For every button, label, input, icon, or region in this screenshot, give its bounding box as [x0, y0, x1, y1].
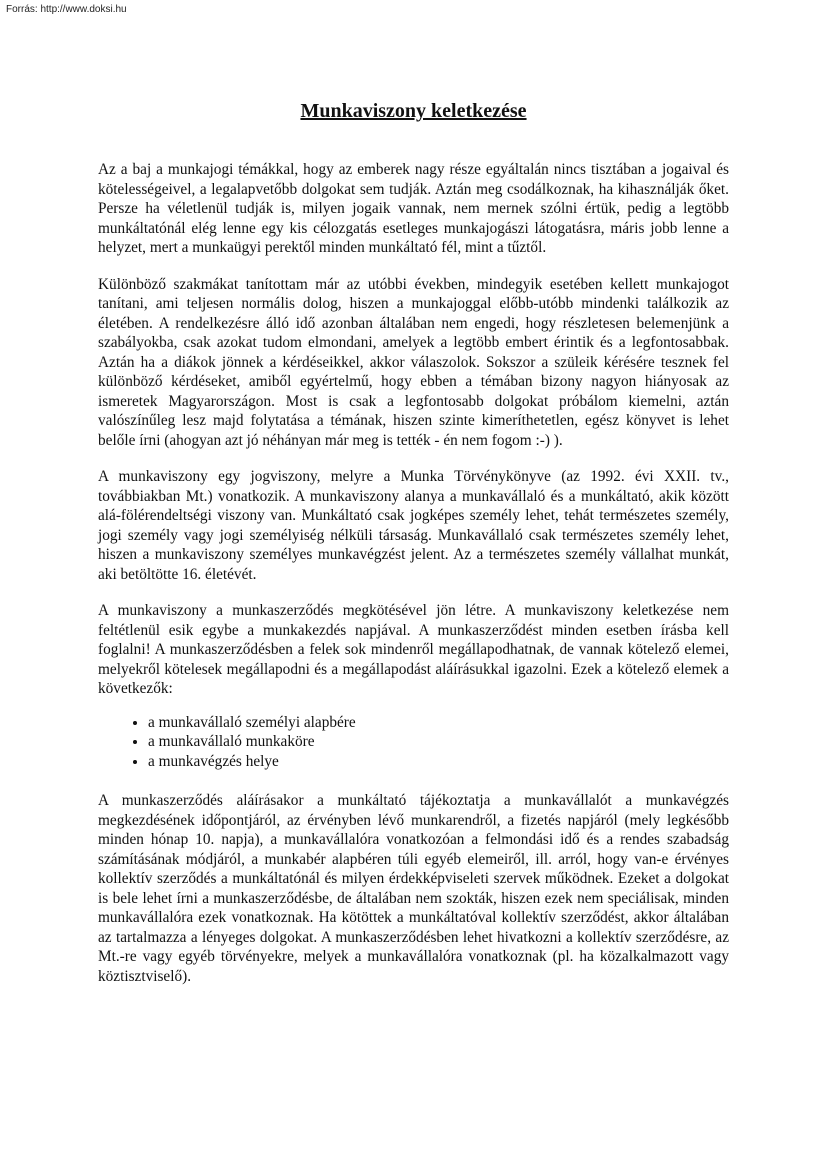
paragraph-teaching: Különböző szakmákat tanítottam már az utóbbi években, mindegyik esetében kellett munkajogot tanítani, ami teljesen normális dolog, hiszen a munkajoggal előbb-utóbb mindenki találkozik az életében. A rendelkezésre álló idő azonban általában nem engedi, hogy részletesen belemenjünk a szabályokba, csak azokat tudom elmondani, amelyek a legtöbb embert érintik és a legfontosabbak. Aztán ha a diákok jönnek a kérdéseikkel, akkor válaszolok. Sokszor a szüleik kérésére tesznek fel különböző kérdéseket, amiből egyértelmű, hogy ebben a témában bizony nagyon hiányosak az ismeretek Magyarországon. Most is csak a legfontosabb dolgokat próbálom kiemelni, aztán valószínűleg lesz majd folytatása a témának, hiszen szinte kimeríthetetlen, egész könyvet is lehet belőle írni (ahogyan azt jó néhányan már meg is tették - én nem fogom :-) ). [98, 275, 729, 449]
page-title: Munkaviszony keletkezése [300, 100, 527, 122]
mandatory-elements-list [98, 713, 729, 772]
paragraph-intro: Az a baj a munkajogi témákkal, hogy az emberek nagy része egyáltalán nincs tisztában a jogaival és kötelességeivel, a legalapvetőbb dolgokat sem tudják. Aztán meg csodálkoznak, ha kihasználják őket. Persze ha véletlenül tudják is, milyen jogaik vannak, nem mernek szólni értük, pedig a legtöbb munkáltatónál elég lenne egy kis célozgatás esetleges munkajogászi látogatásra, máris jobb lenne a helyzet, mert a munkaügyi perektől minden munkáltató fél, mint a tűztől. [98, 161, 729, 256]
list-item: • a munkavállaló személyi alapbére [148, 713, 729, 733]
paragraph-contract: A munkaviszony a munkaszerződés megkötésével jön létre. A munkaviszony keletkezése nem feltétlenül esik egybe a munkakezdés napjával. A munkaszerződést minden esetben írásba kell foglalni! A munkaszerződésben a felek sok mindenről megállapodhatnak, de vannak kötelező elemei, melyekről kötelesek megállapodni és a megállapodást aláírásukkal igazolni. Ezek a kötelező elemek a következők: [98, 602, 729, 697]
list-item: • a munkavégzés helye [148, 752, 729, 772]
paragraph-definition: A munkaviszony egy jogviszony, melyre a Munka Törvénykönyve (az 1992. évi XXII. tv., továbbiakban Mt.) vonatkozik. A munkaviszony alanya a munkavállaló és a munkáltató, akik között alá-fölérendeltségi viszony van. Munkáltató csak jogképes személy lehet, tehát természetes személy, jogi személy vagy jogi személyiség nélküli társaság. Munkavállaló csak természetes személy lehet, hiszen a munkaviszony személyes munkavégzést jelent. Az a természetes személy vállalhat munkát, aki betöltötte 16. életévét. [98, 468, 729, 583]
list-item: • a munkavállaló munkaköre [148, 732, 729, 752]
source-label: Forrás: http://www.doksi.hu [6, 4, 127, 15]
document-body [98, 160, 729, 1003]
paragraph-closing: A munkaszerződés aláírásakor a munkáltató tájékoztatja a munkavállalót a munkavégzés megkezdésének időpontjáról, az érvényben lévő munkarendről, a fizetés napjáról (mely legkésőbb minden hónap 10. napja), a munkavállalóra vonatkozóan a felmondási idő és a rendes szabadság számításának módjáról, a munkabér alapbéren túli egyéb elemeiről, ill. arról, hogy van-e érvényes kollektív szerződés a munkáltatónál és milyen érdekképviseleti szervek működnek. Ezeket a dolgokat is bele lehet írni a munkaszerződésbe, de általában nem szokták, hiszen ezek nem speciálisak, minden munkavállalóra ezek vonatkoznak. Ha kötöttek a munkáltatóval kollektív szerződést, akkor általában az tartalmazza a lényeges dolgokat. A munkaszerződésben lehet hivatkozni a kollektív szerződésre, az Mt.-re vagy egyéb törvényekre, melyek a munkavállalóra vonatkoznak (pl. ha közalkalmazott vagy köztisztviselő). [98, 792, 729, 985]
